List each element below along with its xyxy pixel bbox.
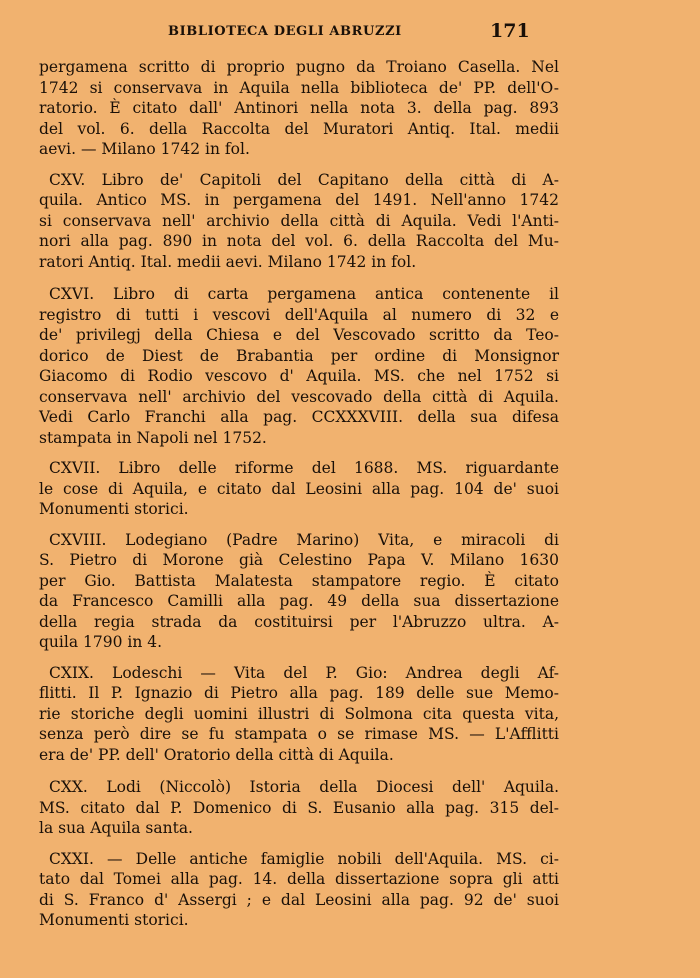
- text-line: la sua Aquila santa.: [39, 819, 193, 837]
- text-line: senza però dire se fu stampata o se rimase MS. — L'Afflitti: [39, 725, 559, 743]
- entry-cxix: [39, 663, 559, 766]
- text-line: tato dal Tomei alla pag. 14. della dissertazione sopra gli atti: [39, 870, 559, 888]
- entry-cxvi: [39, 284, 559, 448]
- text-line: le cose di Aquila, e citato dal Leosini alla pag. 104 de' suoi: [39, 479, 559, 498]
- text-line: si conservava nell' archivio della città di Aquila. Vedi l'Anti-: [39, 211, 559, 230]
- text-line: registro di tutti i vescovi dell'Aquila al numero di 32 e: [39, 305, 559, 324]
- text-line: aevi. — Milano 1742 in fol.: [39, 140, 250, 158]
- text-line: dorico de Diest de Brabantia per ordine di Monsignor: [39, 346, 559, 365]
- text-line: S. Pietro di Morone già Celestino Papa V. Milano 1630: [39, 551, 559, 569]
- text-line: CXV. Libro de' Capitoli del Capitano della città di A-: [49, 170, 559, 189]
- entry-cxviii: [39, 530, 559, 653]
- text-line: CXVIII. Lodegiano (Padre Marino) Vita, e miracoli di: [49, 530, 559, 549]
- text-line: nori alla pag. 890 in nota del vol. 6. della Raccolta del Mu-: [39, 232, 559, 250]
- text-line: ratori Antiq. Ital. medii aevi. Milano 1742 in fol.: [39, 252, 417, 271]
- text-line: ratorio. È citato dall' Antinori nella nota 3. della pag. 893: [39, 99, 559, 117]
- text-line: MS. citato dal P. Domenico di S. Eusanio alla pag. 315 del-: [39, 798, 559, 817]
- text-line: per Gio. Battista Malatesta stampatore regio. È citato: [39, 571, 559, 590]
- text-line: della regia strada da costituirsi per l'Abruzzo ultra. A-: [39, 612, 559, 631]
- running-title: BIBLIOTECA DEGLI ABRUZZI: [168, 24, 402, 39]
- text-line: Vedi Carlo Franchi alla pag. CCXXXVIII. della sua difesa: [39, 408, 559, 426]
- page-number: 171: [490, 20, 530, 42]
- text-line: quila 1790 in 4.: [39, 633, 163, 651]
- text-line: Giacomo di Rodio vescovo d' Aquila. MS. che nel 1752 si: [39, 367, 559, 385]
- text-line: de' privilegj della Chiesa e del Vescovado scritto da Teo-: [39, 326, 559, 344]
- text-line: CXVII. Libro delle riforme del 1688. MS. riguardante: [49, 459, 559, 477]
- entry-continuation: [39, 57, 559, 160]
- page-body: [39, 57, 559, 931]
- entry-cxv: [39, 170, 559, 273]
- text-line: quila. Antico MS. in pergamena del 1491. Nell'anno 1742: [39, 191, 559, 209]
- text-line: CXIX. Lodeschi — Vita del P. Gio: Andrea degli Af-: [49, 663, 559, 682]
- entry-cxvii: [39, 458, 559, 520]
- text-line: pergamena scritto di proprio pugno da Troiano Casella. Nel: [39, 58, 559, 76]
- text-line: rie storiche degli uomini illustri di Solmona cita questa vita,: [39, 704, 559, 723]
- text-line: Monumenti storici.: [39, 500, 189, 518]
- text-line: era de' PP. dell' Oratorio della città di Aquila.: [39, 745, 394, 764]
- text-line: flitti. Il P. Ignazio di Pietro alla pag. 189 delle sue Memo-: [39, 684, 559, 702]
- text-line: CXVI. Libro di carta pergamena antica contenente il: [49, 285, 559, 303]
- text-line: 1742 si conservava in Aquila nella biblioteca de' PP. dell'O-: [39, 78, 559, 97]
- text-line: CXX. Lodi (Niccolò) Istoria della Diocesi dell' Aquila.: [49, 778, 559, 796]
- text-line: conservava nell' archivio del vescovado della città di Aquila.: [39, 387, 559, 406]
- entry-cxx: [39, 777, 559, 839]
- text-line: di S. Franco d' Assergi ; e dal Leosini alla pag. 92 de' suoi: [39, 890, 559, 909]
- text-line: da Francesco Camilli alla pag. 49 della sua dissertazione: [39, 592, 559, 610]
- text-line: stampata in Napoli nel 1752.: [39, 428, 267, 447]
- entry-cxxi: [39, 849, 559, 931]
- text-line: del vol. 6. della Raccolta del Muratori Antiq. Ital. medii: [39, 119, 559, 138]
- page-header: [0, 20, 700, 50]
- text-line: CXXI. — Delle antiche famiglie nobili dell'Aquila. MS. ci-: [49, 849, 559, 868]
- text-line: Monumenti storici.: [39, 911, 189, 929]
